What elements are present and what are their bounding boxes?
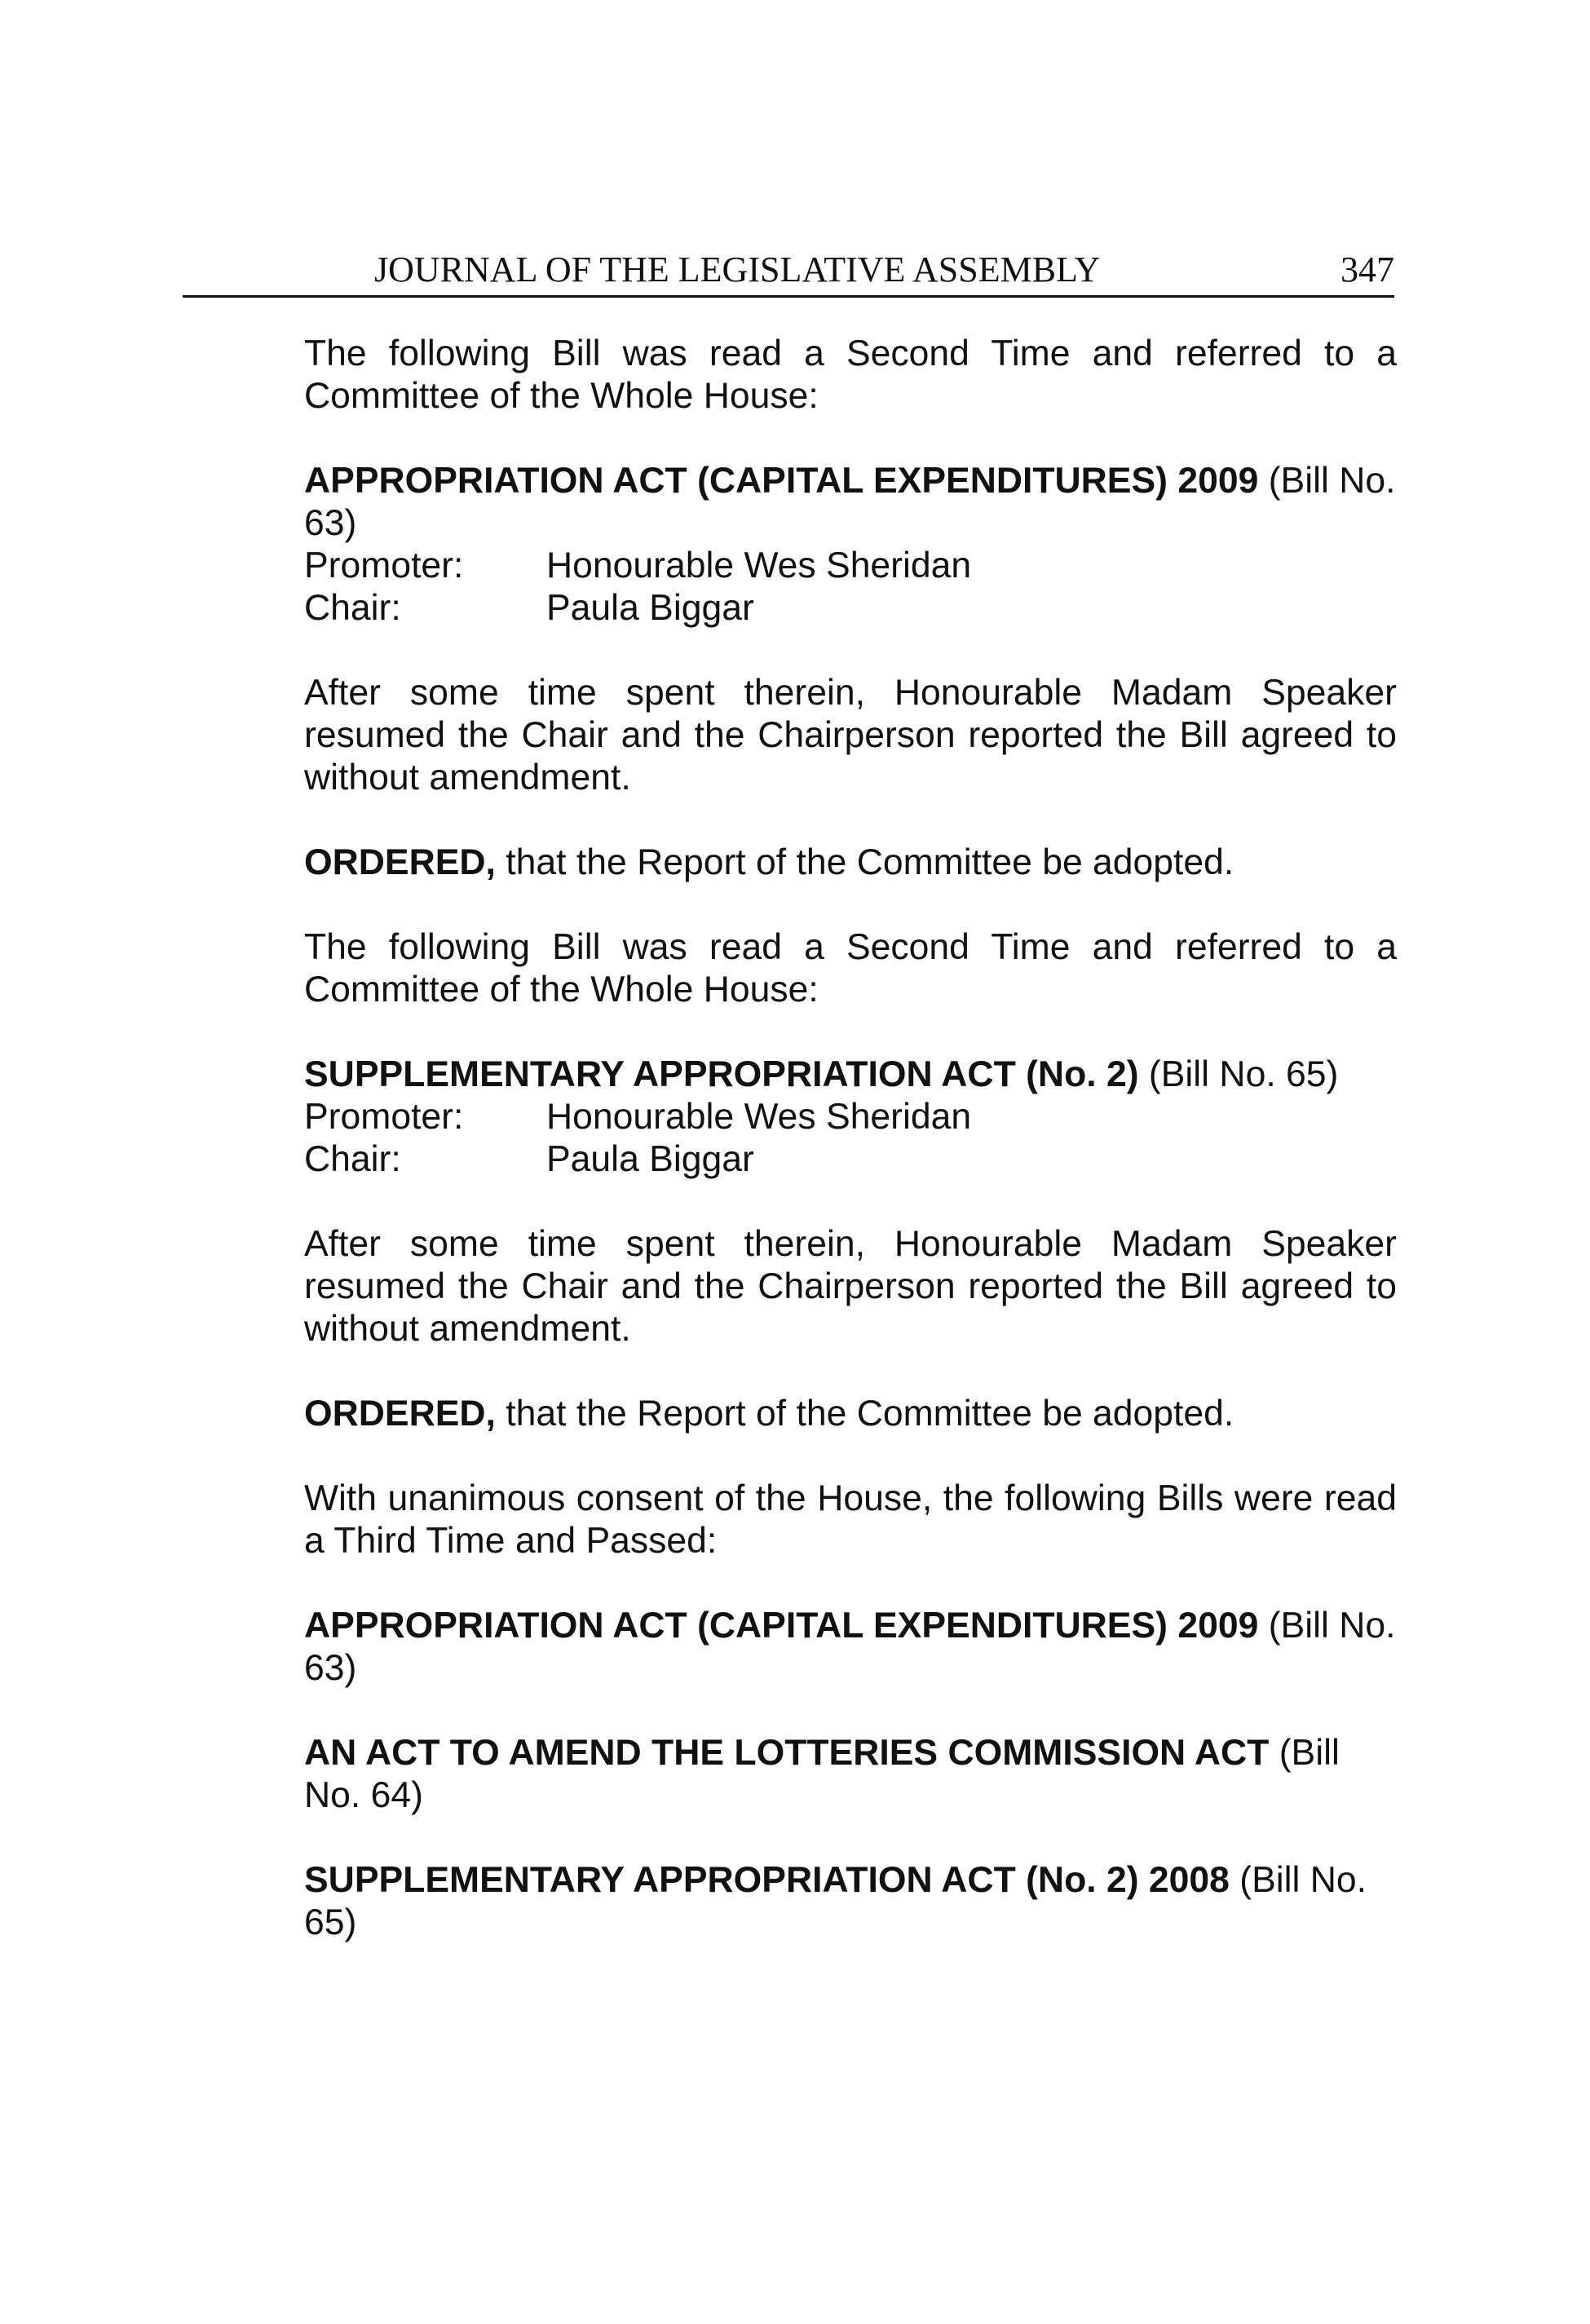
passed-bill-64 [304, 1732, 1397, 1817]
bill-number: (Bill No. 64) [304, 1733, 1340, 1815]
promoter-label: Promoter: [304, 1097, 464, 1137]
bill-number: (Bill No. 65) [304, 1860, 1367, 1942]
bill-title: AN ACT TO AMEND THE LOTTERIES COMMISSION ACT [304, 1733, 1270, 1773]
ordered-paragraph-2 [304, 1393, 1397, 1435]
intro-paragraph-1: The following Bill was read a Second Time and referred to a Committee of the Whole House: [304, 334, 1397, 416]
journal-title: JOURNAL OF THE LEGISLATIVE ASSEMBLY [374, 250, 1101, 289]
promoter-row [304, 1096, 1397, 1138]
chair-label: Chair: [304, 1139, 401, 1179]
passed-bill-63 [304, 1605, 1397, 1690]
promoter-name: Honourable Wes Sheridan [546, 546, 972, 585]
intro-paragraph-2: The following Bill was read a Second Time and referred to a Committee of the Whole House: [304, 927, 1397, 1010]
chair-name: Paula Biggar [546, 588, 754, 628]
bill-entry-63 [304, 460, 1397, 630]
promoter-label: Promoter: [304, 546, 464, 585]
bill-title: SUPPLEMENTARY APPROPRIATION ACT (No. 2) 2008 [304, 1860, 1230, 1900]
bill-number: (Bill No. 63) [304, 461, 1396, 543]
chair-row [304, 1138, 1397, 1181]
bill-title: APPROPRIATION ACT (CAPITAL EXPENDITURES) 2009 [304, 1606, 1259, 1646]
bill-heading [304, 1054, 1397, 1096]
ordered-text: that the Report of the Committee be adopted. [495, 1394, 1234, 1434]
ordered-label: ORDERED, [304, 842, 496, 882]
journal-body [304, 333, 1397, 1986]
chair-row [304, 587, 1397, 630]
bill-title: SUPPLEMENTARY APPROPRIATION ACT (No. 2) [304, 1054, 1139, 1094]
bill-title: APPROPRIATION ACT (CAPITAL EXPENDITURES) 2009 [304, 461, 1259, 501]
ordered-text: that the Report of the Committee be adopted. [495, 842, 1234, 882]
bill-number: (Bill No. 63) [304, 1606, 1396, 1688]
page-number: 347 [1340, 250, 1394, 289]
page-header [183, 245, 1394, 298]
ordered-paragraph-1 [304, 842, 1397, 884]
third-reading-paragraph: With unanimous consent of the House, the following Bills were read a Third Time and Passed: [304, 1478, 1397, 1561]
bill-heading [304, 460, 1397, 545]
bill-entry-65 [304, 1054, 1397, 1181]
promoter-name: Honourable Wes Sheridan [546, 1097, 972, 1137]
chair-label: Chair: [304, 588, 401, 628]
committee-report-paragraph-1: After some time spent therein, Honourable Madam Speaker resumed the Chair and the Chairperson reported the Bill agreed to without amendment. [304, 673, 1397, 797]
promoter-row [304, 545, 1397, 587]
committee-report-paragraph-2: After some time spent therein, Honourable Madam Speaker resumed the Chair and the Chairperson reported the Bill agreed to without amendment. [304, 1224, 1397, 1349]
ordered-label: ORDERED, [304, 1394, 496, 1434]
passed-bill-65 [304, 1859, 1397, 1944]
bill-number: (Bill No. 65) [1138, 1054, 1339, 1094]
chair-name: Paula Biggar [546, 1139, 754, 1179]
